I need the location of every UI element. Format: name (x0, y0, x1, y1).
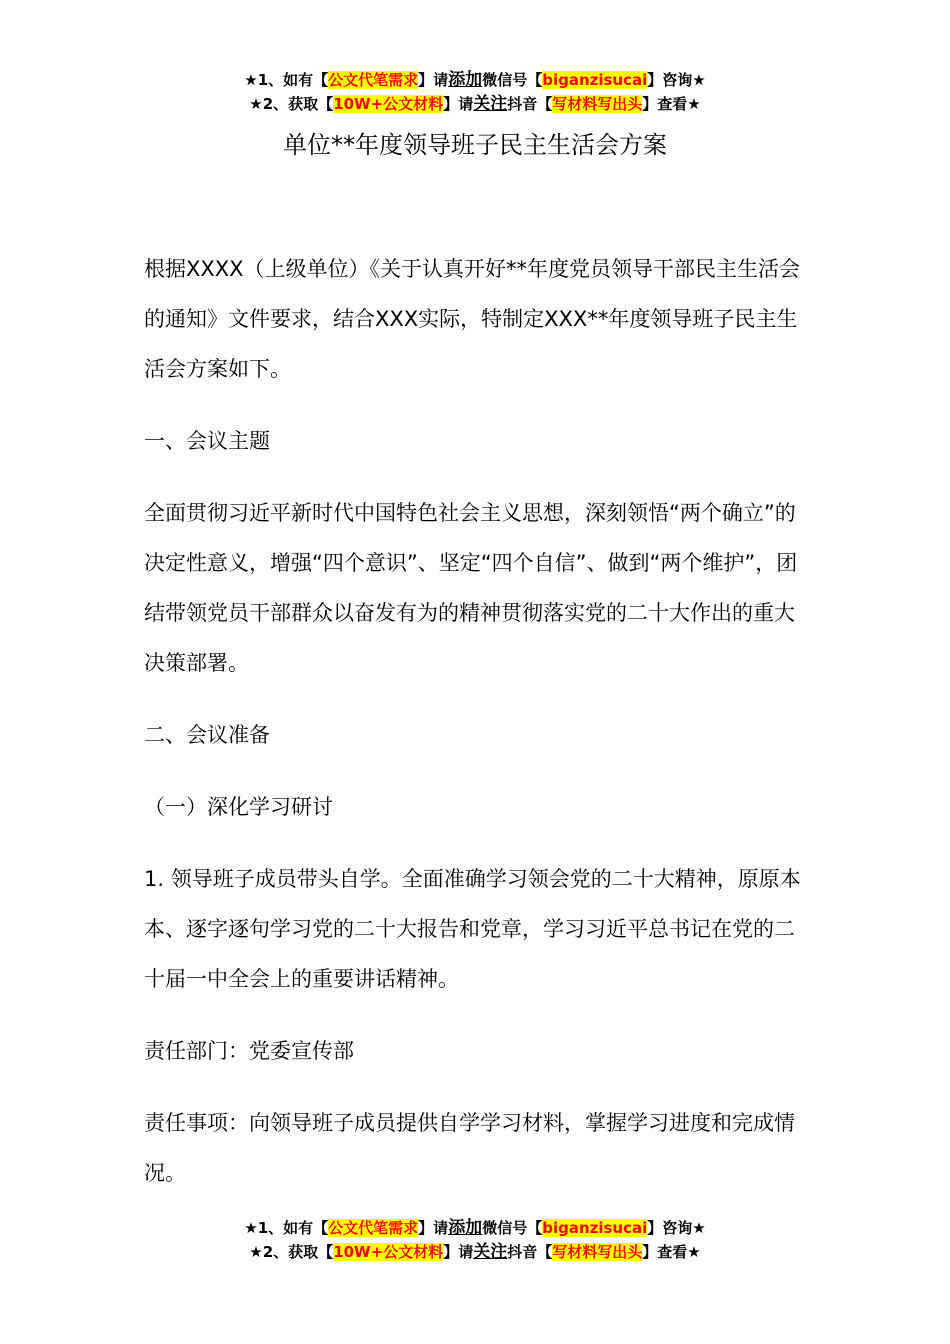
banner-line-1: ★1、如有【公文代笔需求】请添加微信号【biganzisucai】咨询★ (244, 70, 706, 90)
heading-meeting-theme: 一、会议主题 (144, 429, 270, 453)
paragraph-self-study: 1. 领导班子成员带头自学。全面准确学习领会党的二十大精神，原原本本、逐字逐句学习党的二十大报告和党章，学习习近平总书记在党的二十届一中全会上的重要讲话精神。 (144, 867, 801, 991)
subheading-study: （一）深化学习研讨 (144, 795, 333, 819)
banner-line-2: ★2、获取【10W+公文材料】请关注抖音【写材料写出头】查看★ (249, 94, 701, 114)
paragraph-theme: 全面贯彻习近平新时代中国特色社会主义思想，深刻领悟“两个确立”的决定性意义，增强“四个意识”、坚定“四个自信”、做到“两个维护”，团结带领党员干部群众以奋发有为的精神贯彻落实党的二十大作出的重大决策部署。 (144, 501, 798, 675)
header-banner (0, 68, 950, 116)
paragraph-responsible-items: 责任事项：向领导班子成员提供自学学习材料，掌握学习进度和完成情况。 (144, 1111, 795, 1185)
document-body (144, 244, 804, 1220)
heading-meeting-preparation: 二、会议准备 (144, 723, 270, 747)
underlined-text: 关注 (473, 1242, 508, 1262)
banner-line-1: ★1、如有【公文代笔需求】请添加微信号【biganzisucai】咨询★ (244, 1218, 706, 1238)
footer-banner (0, 1216, 950, 1264)
wechat-id: biganzisucai (542, 71, 648, 89)
highlight-text: 公文代笔需求 (328, 1219, 419, 1237)
highlight-text: 公文代笔需求 (328, 71, 419, 89)
highlight-text: 10W+公文材料 (333, 1243, 444, 1261)
paragraph-responsible-dept: 责任部门：党委宣传部 (144, 1039, 354, 1063)
underlined-text: 添加 (448, 1218, 483, 1238)
douyin-account: 写材料写出头 (552, 95, 643, 113)
underlined-text: 添加 (448, 70, 483, 90)
highlight-text: 10W+公文材料 (333, 95, 444, 113)
paragraph-intro: 根据XXXX（上级单位）《关于认真开好**年度党员领导干部民主生活会的通知》文件要求，结合XXX实际，特制定XXX**年度领导班子民主生活会方案如下。 (144, 257, 801, 381)
document-title: 单位**年度领导班子民主生活会方案 (283, 131, 667, 159)
banner-line-2: ★2、获取【10W+公文材料】请关注抖音【写材料写出头】查看★ (249, 1242, 701, 1262)
underlined-text: 关注 (473, 94, 508, 114)
douyin-account: 写材料写出头 (552, 1243, 643, 1261)
wechat-id: biganzisucai (542, 1219, 648, 1237)
